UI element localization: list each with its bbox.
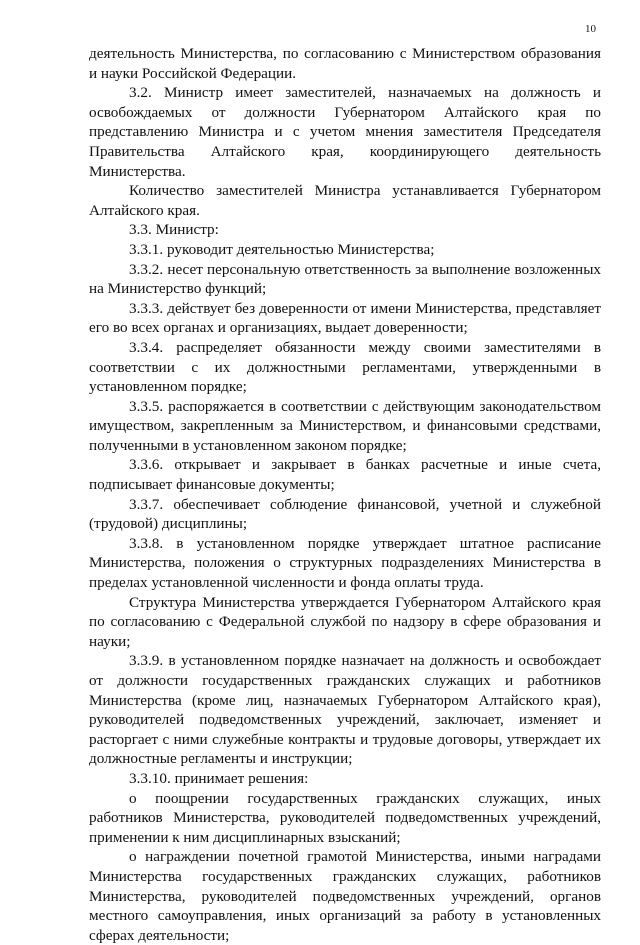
paragraph-3-3-1: 3.3.1. руководит деятельностью Министерства;	[129, 240, 435, 258]
paragraph-3-3-2: 3.3.2. несет персональную ответственность за выполнение возложенных на Министерство функций;	[89, 260, 601, 298]
paragraph-awards: о награждении почетной грамотой Министерства, иными наградами Министерства государственных гражданских служащих, работников Министерства, руководителей подведомственных учреждений, органов местного самоуправления, иных организаций за работу в установленных сферах деятельности;	[89, 848, 601, 944]
paragraph-3-3-10: 3.3.10. принимает решения:	[129, 769, 309, 787]
page-number: 10	[585, 23, 596, 35]
paragraph-encouragement: о поощрении государственных гражданских служащих, иных работников Министерства, руководителей подведомственных учреждений, применении к ним дисциплинарных взысканий;	[89, 789, 601, 846]
paragraph-structure: Структура Министерства утверждается Губернатором Алтайского края по согласованию с Федеральной службой по надзору в сфере образования и науки;	[89, 593, 601, 650]
paragraph-deputies-count: Количество заместителей Министра устанавливается Губернатором Алтайского края.	[89, 182, 601, 219]
paragraph-3-3-6: 3.3.6. открывает и закрывает в банках расчетные и иные счета, подписывает финансовые документы;	[89, 456, 601, 494]
paragraph-continuation: деятельность Министерства, по согласованию с Министерством образования и науки Российской Федерации.	[89, 45, 601, 82]
paragraph-3-3-7: 3.3.7. обеспечивает соблюдение финансовой, учетной и служебной (трудовой) дисциплины;	[89, 495, 601, 533]
paragraph-3-2: 3.2. Министр имеет заместителей, назначаемых на должность и освобождаемых от должности Губернатором Алтайского края по представлению Министра и с учетом мнения заместителя Председателя Правительства Алтайского края, координирующего деятельность Министерства.	[89, 84, 601, 180]
paragraph-3-3-8: 3.3.8. в установленном порядке утверждает штатное расписание Министерства, положения о структурных подразделениях Министерства в пределах установленной численности и фонда оплаты труда.	[89, 534, 601, 592]
document-body	[89, 44, 601, 945]
paragraph-3-3-3: 3.3.3. действует без доверенности от имени Министерства, представляет его во всех органах и организациях, выдает доверенности;	[89, 299, 601, 337]
paragraph-3-3: 3.3. Министр:	[129, 221, 219, 239]
paragraph-3-3-9: 3.3.9. в установленном порядке назначает на должность и освобождает от должности государственных гражданских служащих и работников Министерства (кроме лиц, назначаемых Губернатором Алтайского края), руководителей подведомственных учреждений, заключает, изменяет и расторгает с ними служебные контракты и трудовые договоры, утверждает их должностные регламенты и инструкции;	[89, 652, 601, 768]
paragraph-3-3-5: 3.3.5. распоряжается в соответствии с действующим законодательством имуществом, закрепленным за Министерством, и финансовыми средствами, полученными в установленном законом порядке;	[89, 397, 601, 454]
paragraph-3-3-4: 3.3.4. распределяет обязанности между своими заместителями в соответствии с их должностными регламентами, утвержденными в установленном порядке;	[89, 338, 601, 396]
